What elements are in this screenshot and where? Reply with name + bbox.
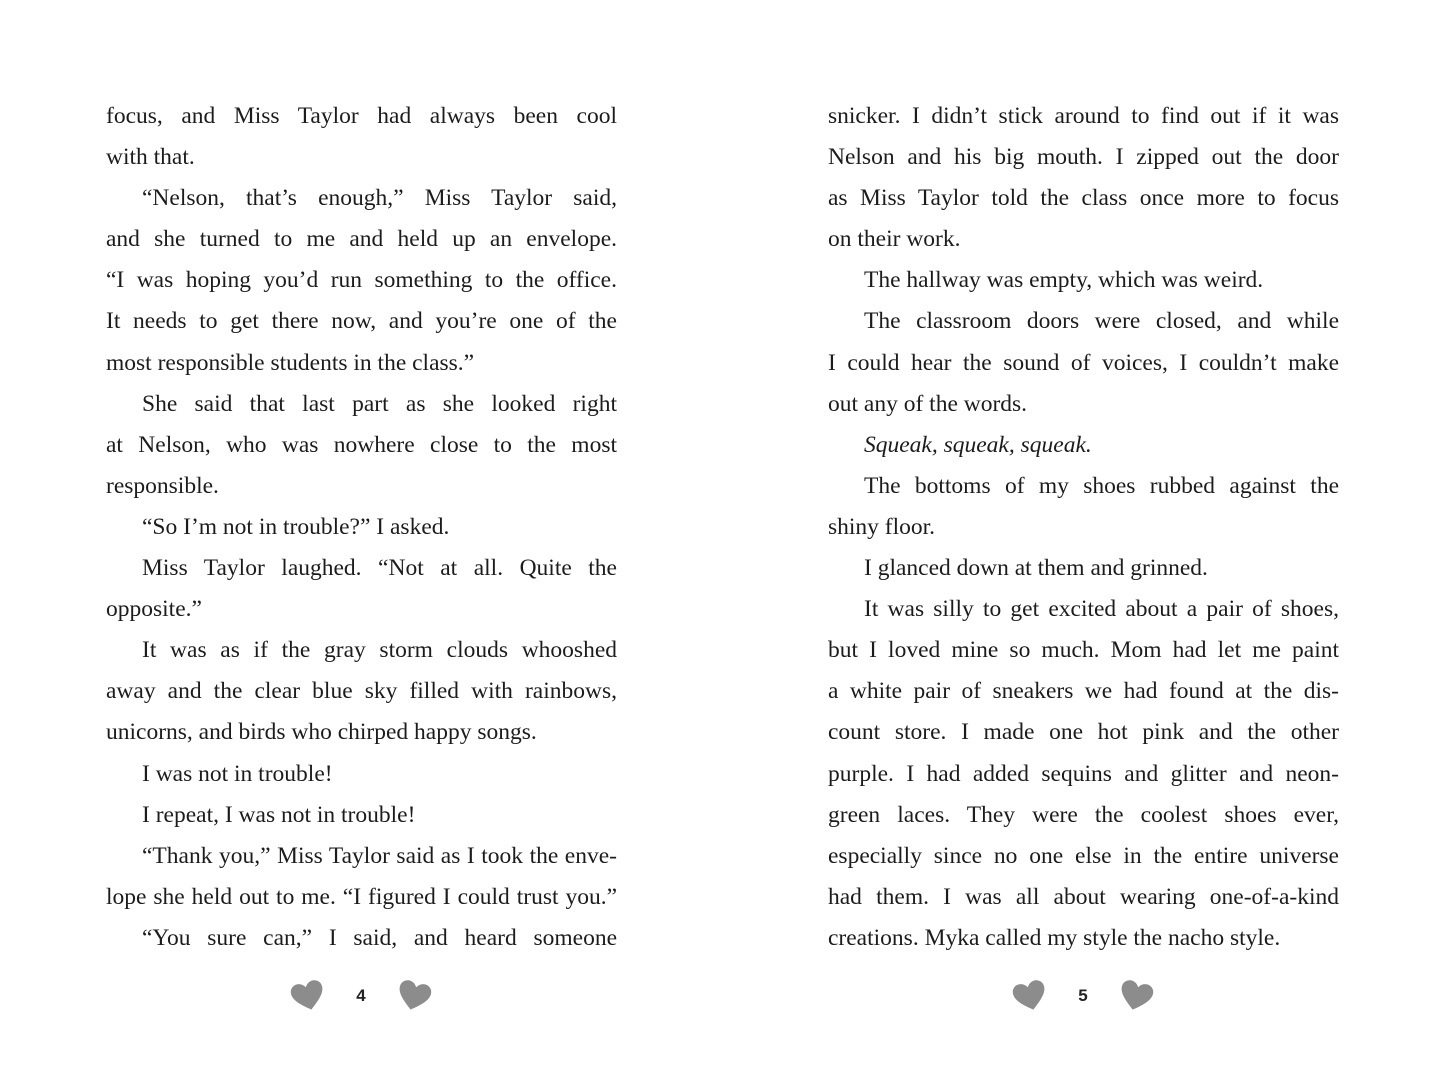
text-line: had them. I was all about wearing one-of-a-kind (828, 883, 1339, 910)
text-line: opposite.” (106, 596, 202, 623)
text-line: I was not in trouble! (142, 760, 333, 787)
text-line: count store. I made one hot pink and the other (828, 719, 1339, 746)
text-line: as Miss Taylor told the class once more to focus (828, 185, 1339, 212)
text-line: The classroom doors were closed, and while (864, 308, 1339, 335)
page-number: 4 (356, 986, 366, 1005)
text-line: Nelson and his big mouth. I zipped out the door (828, 144, 1339, 171)
text-line: shiny floor. (828, 513, 936, 540)
text-line: She said that last part as she looked right (142, 390, 617, 417)
text-line: snicker. I didn’t stick around to find out if it was (828, 103, 1339, 129)
text-line: unicorns, and birds who chirped happy songs. (106, 719, 537, 746)
text-line: a white pair of sneakers we had found at the dis- (828, 678, 1339, 705)
heart-icon (290, 980, 326, 1012)
text-line: and she turned to me and held up an envelope. (106, 226, 617, 253)
page-number: 5 (1078, 986, 1088, 1005)
text-line: “So I’m not in trouble?” I asked. (142, 513, 450, 540)
text-line: with that. (106, 144, 195, 171)
text-line: responsible. (106, 472, 219, 499)
text-line: The bottoms of my shoes rubbed against the (864, 472, 1339, 499)
text-line: I glanced down at them and grinned. (864, 555, 1208, 582)
heart-icon (396, 980, 432, 1012)
left-page (106, 96, 617, 959)
page-footer-left (290, 978, 432, 1014)
text-line: on their work. (828, 226, 961, 253)
right-page (828, 96, 1339, 959)
text-line: most responsible students in the class.” (106, 349, 475, 376)
text-line: I repeat, I was not in trouble! (142, 801, 416, 828)
page-footer-right (1012, 978, 1154, 1014)
text-line: away and the clear blue sky filled with rainbows, (106, 678, 617, 705)
text-line: “I was hoping you’d run something to the office. (106, 267, 617, 294)
text-line: lope she held out to me. “I figured I could trust you.” (106, 883, 617, 910)
text-line: “Thank you,” Miss Taylor said as I took the enve- (142, 842, 617, 869)
heart-icon (1118, 980, 1154, 1012)
heart-icon (1012, 980, 1048, 1012)
text-line: The hallway was empty, which was weird. (864, 267, 1264, 294)
text-line: I could hear the sound of voices, I couldn’t make (828, 349, 1339, 376)
text-line: focus, and Miss Taylor had always been cool (106, 103, 617, 129)
text-line: green laces. They were the coolest shoes ever, (828, 801, 1339, 828)
text-line: especially since no one else in the entire universe (828, 842, 1339, 869)
text-line: “You sure can,” I said, and heard someone (142, 924, 617, 951)
text-line: out any of the words. (828, 390, 1028, 417)
text-line: “Nelson, that’s enough,” Miss Taylor said, (142, 185, 617, 212)
text-line: at Nelson, who was nowhere close to the most (106, 431, 617, 458)
text-line: It needs to get there now, and you’re one of the (106, 308, 617, 335)
text-line: Miss Taylor laughed. “Not at all. Quite the (142, 555, 617, 582)
text-line: purple. I had added sequins and glitter and neon- (828, 760, 1339, 787)
text-line-italic: Squeak, squeak, squeak. (864, 431, 1092, 458)
text-line: It was silly to get excited about a pair of shoes, (864, 596, 1339, 623)
text-line: creations. Myka called my style the nacho style. (828, 924, 1281, 951)
text-line: but I loved mine so much. Mom had let me paint (828, 637, 1339, 664)
text-line: It was as if the gray storm clouds whooshed (142, 637, 617, 664)
